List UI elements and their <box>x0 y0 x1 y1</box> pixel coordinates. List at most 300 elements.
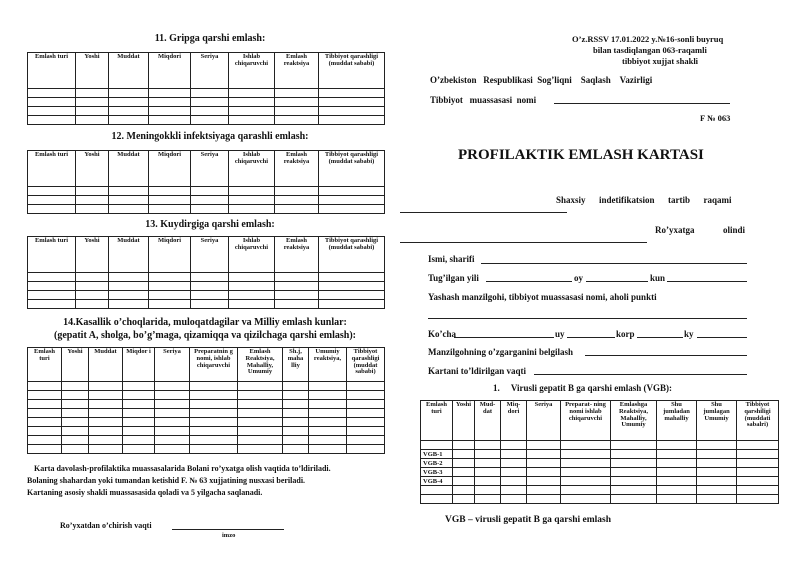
table-cell[interactable] <box>275 291 319 300</box>
table-cell[interactable] <box>319 205 385 214</box>
table-cell[interactable] <box>191 98 229 107</box>
table-cell[interactable] <box>453 495 475 504</box>
table-cell[interactable] <box>737 495 779 504</box>
table-cell[interactable] <box>149 205 191 214</box>
table-cell[interactable] <box>309 391 347 400</box>
table-cell[interactable] <box>475 450 501 459</box>
column-header: Mud- dat <box>475 401 501 441</box>
column-header: Yoshi <box>76 237 109 273</box>
table-cell[interactable] <box>149 187 191 196</box>
table-cell[interactable] <box>229 291 275 300</box>
table-cell[interactable] <box>149 273 191 282</box>
table-cell[interactable] <box>191 187 229 196</box>
table-cell[interactable] <box>149 196 191 205</box>
card-filled-label: Kartani to’ldirilgan vaqti <box>428 366 527 376</box>
table-cell[interactable] <box>611 441 657 450</box>
table-cell[interactable] <box>109 282 149 291</box>
building-label: korp <box>616 329 635 339</box>
table-cell[interactable] <box>611 459 657 468</box>
table-cell[interactable] <box>123 391 155 400</box>
table-cell[interactable] <box>697 468 737 477</box>
table-row <box>421 441 779 450</box>
table-cell[interactable] <box>229 187 275 196</box>
table-cell[interactable] <box>76 107 109 116</box>
table-cell[interactable] <box>191 196 229 205</box>
table-cell[interactable] <box>275 205 319 214</box>
table-cell[interactable] <box>697 477 737 486</box>
table-cell[interactable] <box>737 441 779 450</box>
table-cell[interactable] <box>238 427 283 436</box>
table-cell[interactable] <box>453 441 475 450</box>
table-cell[interactable] <box>319 107 385 116</box>
table-header-row <box>28 348 385 382</box>
registered-field[interactable] <box>400 242 647 243</box>
table-cell[interactable] <box>561 441 611 450</box>
table-cell[interactable] <box>28 98 76 107</box>
table-cell[interactable] <box>309 382 347 391</box>
table-cell[interactable] <box>475 495 501 504</box>
table-cell[interactable] <box>229 300 275 309</box>
table-cell[interactable] <box>275 196 319 205</box>
table-cell[interactable] <box>319 196 385 205</box>
table-cell[interactable] <box>190 400 238 409</box>
table-cell[interactable] <box>62 418 89 427</box>
note-departure: Bolaning shahardan yoki tumandan ketishid F. № 63 xujjatining nusxasi beriladi. <box>27 476 306 485</box>
column-header: Emlashga Reaktsiya, Mahalliy, Umumiy <box>611 401 657 441</box>
column-header: Miq- dori <box>501 401 527 441</box>
table-cell[interactable] <box>347 382 385 391</box>
table-cell[interactable] <box>28 116 76 125</box>
table-cell[interactable] <box>657 450 697 459</box>
table-cell[interactable] <box>319 89 385 98</box>
table-row <box>421 450 779 459</box>
table-cell[interactable] <box>238 445 283 454</box>
table-cell[interactable] <box>109 291 149 300</box>
table-cell[interactable] <box>76 116 109 125</box>
table-cell[interactable] <box>283 409 309 418</box>
table-cell[interactable] <box>190 391 238 400</box>
table-cell[interactable] <box>123 382 155 391</box>
table-cell[interactable] <box>149 116 191 125</box>
personal-id-field[interactable] <box>400 212 567 213</box>
table-cell[interactable] <box>275 107 319 116</box>
address-change-field[interactable] <box>585 355 747 356</box>
table-cell[interactable] <box>347 418 385 427</box>
table-cell[interactable] <box>283 391 309 400</box>
table-cell[interactable] <box>191 205 229 214</box>
table-cell[interactable] <box>501 486 527 495</box>
table-cell[interactable] <box>229 107 275 116</box>
table-cell[interactable] <box>737 459 779 468</box>
table-cell[interactable] <box>283 436 309 445</box>
table-cell[interactable] <box>347 391 385 400</box>
table-cell[interactable] <box>347 409 385 418</box>
table-cell[interactable] <box>501 441 527 450</box>
table-cell[interactable] <box>453 486 475 495</box>
table-cell[interactable] <box>191 107 229 116</box>
note-storage: Kartaning asosiy shakli muassasasida qoladi va 5 yilgacha saqlanadi. <box>27 488 263 497</box>
birth-month-label: oy <box>574 273 583 283</box>
table-cell[interactable] <box>283 418 309 427</box>
table-header-row <box>28 151 385 187</box>
vaccine-dose-label <box>421 486 453 495</box>
table-cell[interactable] <box>28 291 76 300</box>
column-header: Miqdori <box>149 237 191 273</box>
table-cell[interactable] <box>309 418 347 427</box>
table-cell[interactable] <box>501 495 527 504</box>
table-cell[interactable] <box>275 89 319 98</box>
table-cell[interactable] <box>109 205 149 214</box>
table-cell[interactable] <box>190 409 238 418</box>
table-cell[interactable] <box>191 291 229 300</box>
section-12-title: 12. Meningokkli infektsiyaga qarashli emlash: <box>111 131 309 142</box>
table-cell[interactable] <box>89 445 123 454</box>
vgb-vaccination-table <box>420 400 779 504</box>
table-cell[interactable] <box>89 409 123 418</box>
table-cell[interactable] <box>28 89 76 98</box>
table-row <box>28 98 385 107</box>
building-field[interactable] <box>637 337 683 338</box>
table-row <box>28 187 385 196</box>
table-cell[interactable] <box>275 116 319 125</box>
column-header: Tibbiyot qarashligi (muddat sababi) <box>319 53 385 89</box>
birth-year-field[interactable] <box>486 281 572 282</box>
table-cell[interactable] <box>76 205 109 214</box>
table-cell[interactable] <box>28 436 62 445</box>
table-cell[interactable] <box>319 291 385 300</box>
table-cell[interactable] <box>657 441 697 450</box>
table-cell[interactable] <box>309 400 347 409</box>
table-row <box>421 459 779 468</box>
table-cell[interactable] <box>155 409 190 418</box>
table-cell[interactable] <box>149 282 191 291</box>
table-cell[interactable] <box>657 459 697 468</box>
order-reference: O’z.RSSV 17.01.2022 y.№16-sonli buyruq <box>572 34 724 44</box>
table-cell[interactable] <box>155 382 190 391</box>
table-cell[interactable] <box>275 98 319 107</box>
table-cell[interactable] <box>109 196 149 205</box>
table-cell[interactable] <box>155 400 190 409</box>
column-header: Tibbiyot qarashligi (muddat sababi) <box>319 151 385 187</box>
table-cell[interactable] <box>149 300 191 309</box>
vaccine-dose-label <box>421 495 453 504</box>
table-cell[interactable] <box>697 486 737 495</box>
table-cell[interactable] <box>283 427 309 436</box>
column-header: Emlash reaktsiya <box>275 53 319 89</box>
table-cell[interactable] <box>238 400 283 409</box>
table-cell[interactable] <box>89 427 123 436</box>
table-cell[interactable] <box>62 409 89 418</box>
table-cell[interactable] <box>501 450 527 459</box>
table-cell[interactable] <box>76 282 109 291</box>
table-cell[interactable] <box>475 441 501 450</box>
table-cell[interactable] <box>149 107 191 116</box>
table-cell[interactable] <box>527 459 561 468</box>
street-label: Ko’cha <box>428 329 456 339</box>
table-row <box>28 409 385 418</box>
table-cell[interactable] <box>76 196 109 205</box>
table-cell[interactable] <box>453 450 475 459</box>
house-field[interactable] <box>567 337 615 338</box>
table-cell[interactable] <box>109 116 149 125</box>
table-cell[interactable] <box>62 400 89 409</box>
table-cell[interactable] <box>76 98 109 107</box>
street-field[interactable] <box>454 337 554 338</box>
table-cell[interactable] <box>275 300 319 309</box>
table-cell[interactable] <box>283 445 309 454</box>
table-cell[interactable] <box>475 468 501 477</box>
table-cell[interactable] <box>89 436 123 445</box>
apartment-field[interactable] <box>697 337 747 338</box>
table-cell[interactable] <box>190 427 238 436</box>
table-cell[interactable] <box>737 486 779 495</box>
table-cell[interactable] <box>697 495 737 504</box>
table-cell[interactable] <box>28 300 76 309</box>
table-cell[interactable] <box>319 273 385 282</box>
birth-month-field[interactable] <box>586 281 648 282</box>
table-cell[interactable] <box>229 273 275 282</box>
table-cell[interactable] <box>109 300 149 309</box>
card-title: PROFILAKTIK EMLASH KARTASI <box>458 147 704 163</box>
table-cell[interactable] <box>657 486 697 495</box>
table-cell[interactable] <box>28 400 62 409</box>
table-cell[interactable] <box>229 89 275 98</box>
table-row <box>28 300 385 309</box>
table-cell[interactable] <box>347 445 385 454</box>
table-cell[interactable] <box>561 450 611 459</box>
column-header: Seriya <box>527 401 561 441</box>
table-row <box>421 495 779 504</box>
table-cell[interactable] <box>275 273 319 282</box>
table-cell[interactable] <box>28 427 62 436</box>
table-cell[interactable] <box>28 196 76 205</box>
table-cell[interactable] <box>89 418 123 427</box>
table-row <box>28 391 385 400</box>
table-cell[interactable] <box>657 477 697 486</box>
table-cell[interactable] <box>191 300 229 309</box>
table-cell[interactable] <box>561 495 611 504</box>
table-cell[interactable] <box>275 282 319 291</box>
table-cell[interactable] <box>309 427 347 436</box>
house-label: uy <box>555 329 565 339</box>
ministry-name: O’zbekiston Respublikasi Sog’liqni Saqlash Vazirligi <box>430 75 653 85</box>
table-cell[interactable] <box>62 382 89 391</box>
table-cell[interactable] <box>475 459 501 468</box>
table-cell[interactable] <box>283 400 309 409</box>
table-cell[interactable] <box>501 459 527 468</box>
table-cell[interactable] <box>28 391 62 400</box>
table-cell[interactable] <box>697 459 737 468</box>
table-cell[interactable] <box>62 391 89 400</box>
column-header: Yoshi <box>62 348 89 382</box>
table-row <box>28 89 385 98</box>
deregistration-line[interactable] <box>172 529 284 530</box>
registered-label-a: Ro’yxatga <box>655 225 695 235</box>
table-cell[interactable] <box>229 205 275 214</box>
table-cell[interactable] <box>737 477 779 486</box>
table-cell[interactable] <box>76 291 109 300</box>
table-cell[interactable] <box>109 273 149 282</box>
table-cell[interactable] <box>611 468 657 477</box>
table-cell[interactable] <box>76 300 109 309</box>
table-header-row <box>28 237 385 273</box>
table-cell[interactable] <box>275 187 319 196</box>
table-cell[interactable] <box>229 196 275 205</box>
table-cell[interactable] <box>191 273 229 282</box>
table-cell[interactable] <box>319 116 385 125</box>
table-cell[interactable] <box>238 436 283 445</box>
column-header: Ishlab chiqaruvchi <box>229 151 275 187</box>
table-cell[interactable] <box>319 300 385 309</box>
table-cell[interactable] <box>309 445 347 454</box>
table-cell[interactable] <box>561 477 611 486</box>
table-cell[interactable] <box>190 382 238 391</box>
table-cell[interactable] <box>527 450 561 459</box>
table-cell[interactable] <box>697 441 737 450</box>
table-cell[interactable] <box>527 468 561 477</box>
table-cell[interactable] <box>453 468 475 477</box>
table-cell[interactable] <box>238 391 283 400</box>
meningococcal-vaccination-table <box>27 150 385 214</box>
table-cell[interactable] <box>309 409 347 418</box>
table-cell[interactable] <box>527 441 561 450</box>
table-cell[interactable] <box>527 495 561 504</box>
table-cell[interactable] <box>155 427 190 436</box>
table-cell[interactable] <box>28 187 76 196</box>
table-cell[interactable] <box>109 187 149 196</box>
table-cell[interactable] <box>28 107 76 116</box>
name-field[interactable] <box>481 263 747 264</box>
table-cell[interactable] <box>347 427 385 436</box>
apartment-label: ky <box>684 329 694 339</box>
table-cell[interactable] <box>28 418 62 427</box>
table-cell[interactable] <box>123 400 155 409</box>
table-cell[interactable] <box>28 382 62 391</box>
table-cell[interactable] <box>238 409 283 418</box>
table-cell[interactable] <box>109 98 149 107</box>
birth-day-label: kun <box>650 273 666 283</box>
table-row <box>28 427 385 436</box>
table-cell[interactable] <box>28 273 76 282</box>
table-cell[interactable] <box>561 459 611 468</box>
table-cell[interactable] <box>347 400 385 409</box>
table-cell[interactable] <box>697 450 737 459</box>
table-cell[interactable] <box>453 477 475 486</box>
table-cell[interactable] <box>657 495 697 504</box>
table-cell[interactable] <box>238 382 283 391</box>
address-field[interactable] <box>428 318 747 319</box>
birth-day-field[interactable] <box>667 281 747 282</box>
table-cell[interactable] <box>238 418 283 427</box>
column-header: Yoshi <box>76 53 109 89</box>
table-cell[interactable] <box>190 436 238 445</box>
table-cell[interactable] <box>76 187 109 196</box>
table-cell[interactable] <box>737 450 779 459</box>
table-cell[interactable] <box>190 418 238 427</box>
table-cell[interactable] <box>501 477 527 486</box>
table-cell[interactable] <box>155 418 190 427</box>
table-cell[interactable] <box>611 477 657 486</box>
table-cell[interactable] <box>123 445 155 454</box>
table-cell[interactable] <box>155 445 190 454</box>
table-cell[interactable] <box>319 98 385 107</box>
table-cell[interactable] <box>611 450 657 459</box>
table-cell[interactable] <box>62 436 89 445</box>
table-cell[interactable] <box>109 89 149 98</box>
table-cell[interactable] <box>611 495 657 504</box>
table-cell[interactable] <box>89 382 123 391</box>
table-cell[interactable] <box>229 282 275 291</box>
section-14-title-line2: (gepatit A, sholga, bo’g’maga, qizamiqqa va qizilchaga qarshi emlash): <box>54 330 356 341</box>
vaccine-dose-label <box>421 441 453 450</box>
table-cell[interactable] <box>123 418 155 427</box>
table-cell[interactable] <box>62 445 89 454</box>
table-cell[interactable] <box>123 436 155 445</box>
table-cell[interactable] <box>155 391 190 400</box>
institution-field[interactable] <box>554 103 730 104</box>
table-cell[interactable] <box>347 436 385 445</box>
table-cell[interactable] <box>561 486 611 495</box>
table-row <box>28 418 385 427</box>
table-cell[interactable] <box>611 486 657 495</box>
table-cell[interactable] <box>149 291 191 300</box>
table-cell[interactable] <box>62 427 89 436</box>
vgb-footer: VGB – virusli gepatit B ga qarshi emlash <box>445 515 611 525</box>
table-cell[interactable] <box>319 187 385 196</box>
table-cell[interactable] <box>527 477 561 486</box>
card-filled-field[interactable] <box>534 374 747 375</box>
table-cell[interactable] <box>319 282 385 291</box>
table-cell[interactable] <box>123 427 155 436</box>
table-cell[interactable] <box>149 89 191 98</box>
column-header: Ishlab chiqaruvchi <box>229 237 275 273</box>
table-cell[interactable] <box>28 445 62 454</box>
table-cell[interactable] <box>191 116 229 125</box>
table-cell[interactable] <box>190 445 238 454</box>
table-cell[interactable] <box>28 205 76 214</box>
table-row <box>28 116 385 125</box>
table-cell[interactable] <box>229 116 275 125</box>
table-cell[interactable] <box>527 486 561 495</box>
table-cell[interactable] <box>89 391 123 400</box>
table-cell[interactable] <box>28 282 76 291</box>
table-cell[interactable] <box>28 409 62 418</box>
table-cell[interactable] <box>561 468 611 477</box>
table-cell[interactable] <box>453 459 475 468</box>
table-cell[interactable] <box>283 382 309 391</box>
registered-label-b: olindi <box>723 225 746 235</box>
table-cell[interactable] <box>149 98 191 107</box>
table-cell[interactable] <box>89 400 123 409</box>
table-cell[interactable] <box>501 468 527 477</box>
table-cell[interactable] <box>475 477 501 486</box>
table-cell[interactable] <box>191 282 229 291</box>
table-cell[interactable] <box>155 436 190 445</box>
table-cell[interactable] <box>229 98 275 107</box>
table-cell[interactable] <box>123 409 155 418</box>
table-cell[interactable] <box>737 468 779 477</box>
table-cell[interactable] <box>191 89 229 98</box>
vaccine-dose-label: VGB-2 <box>421 459 453 468</box>
table-row <box>28 273 385 282</box>
table-cell[interactable] <box>76 89 109 98</box>
deregistration-label: Ro’yxatdan o’chirish vaqti <box>60 521 152 530</box>
table-cell[interactable] <box>309 436 347 445</box>
table-cell[interactable] <box>657 468 697 477</box>
table-cell[interactable] <box>475 486 501 495</box>
table-cell[interactable] <box>76 273 109 282</box>
table-cell[interactable] <box>109 107 149 116</box>
